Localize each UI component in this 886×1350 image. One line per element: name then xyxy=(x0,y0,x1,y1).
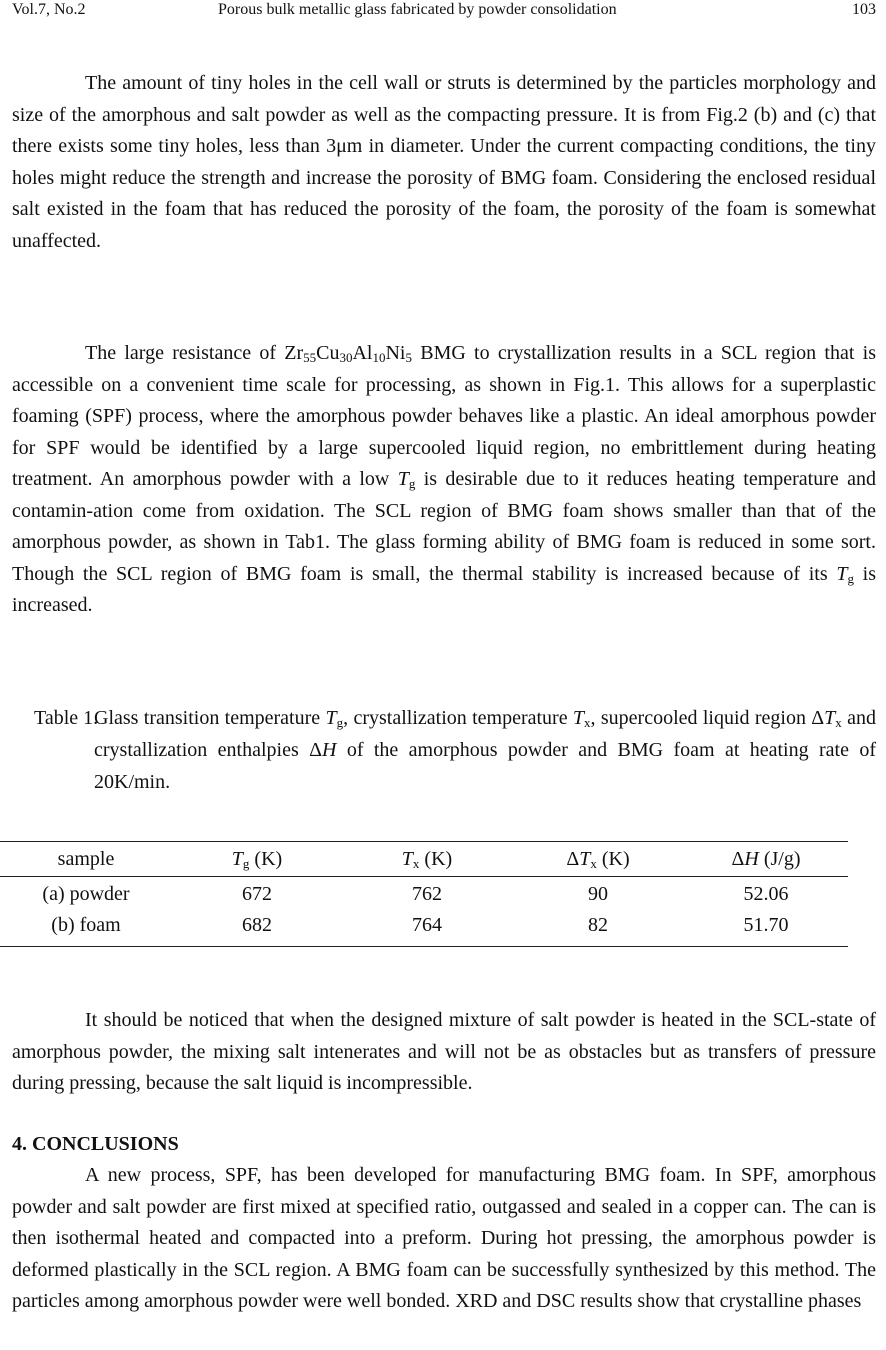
section-heading: 4. CONCLUSIONS xyxy=(12,1133,179,1155)
table-caption xyxy=(12,702,876,798)
paragraph-text: The amount of tiny holes in the cell wall or struts is determined by the particles morphology and size of the amorphous and salt powder as well as the compacting pressure. It is from Fig.2 (b) and (c) that there exists some tiny holes, less than 3μm in diameter. Under the current compacting conditions, the tiny holes might reduce the strength and increase the porosity of BMG foam. Considering the enclosed residual salt existed in the foam that has reduced the porosity of the foam, the porosity of the foam is somewhat unaffected. xyxy=(12,72,876,252)
col-tg: $T_g$ (K) xyxy=(231,847,283,871)
table-row: (a) powder 672 762 90 52.06 xyxy=(42,883,789,905)
paragraph-text: A new process, SPF, has been developed for manufacturing BMG foam. In SPF, amorphous powder and salt powder are first mixed at specified ratio, outgassed and sealed in a copper can. The can is then isothermal heated and compacted into a preform. During hot pressing, the amorphous powder is deformed plastically in the SCL region. A BMG foam can be successfully synthesized by this method. The particles among amorphous powder were well bonded. XRD and DSC results show that crystalline phases xyxy=(12,1164,876,1312)
paragraph-tiny-holes xyxy=(12,68,876,257)
paragraph-scl-region: The large resistance of $Zr_{55}Cu_{30}Al_{10}Ni_5$ BMG to crystallization results in a SCL region that is accessible on a convenient time scale for processing, as shown in Fig.1. This allows for a superplastic foaming (SPF) process, where the amorphous powder behaves like a plastic. An ideal amorphous powder for SPF would be identified by a large supercooled liquid region, no embrittlement during heating treatment. An amorphous powder with a low $T_g$ is desirable due to it reduces heating temperature and contamin-ation come from oxidation. The SCL region of BMG foam shows smaller than that of the amorphous powder, as shown in Tab1. The glass forming ability of BMG foam is reduced in some sort. Though the SCL region of BMG foam is small, the thermal stability is increased because of its $T_g$ is increased. xyxy=(12,342,876,616)
table-row: (b) foam 682 764 82 51.70 xyxy=(0,910,848,947)
table-label: Table 1. xyxy=(34,707,99,729)
running-title: Porous bulk metallic glass fabricated by powder consolidation xyxy=(218,1,617,18)
caption-text: Glass transition temperature $T_g$, crystallization temperature $T_x$, supercooled liquid region $\Delta T_x$ and crystallization enthalpies ΔH of the amorphous powder and BMG foam at heating rate of 20K/min. xyxy=(94,707,876,793)
results-table xyxy=(0,841,848,947)
table-header-row xyxy=(0,842,848,877)
col-sample: sample xyxy=(57,847,115,870)
paragraph-text: It should be noticed that when the designed mixture of salt powder is heated in the SCL-state of amorphous powder, the mixing salt intenerates and will not be as obstacles but as transfers of pressure during pressing, because the salt liquid is incompressible. xyxy=(12,1009,876,1094)
running-header xyxy=(12,0,876,24)
paragraph-salt-liquid xyxy=(12,1005,876,1100)
journal-volume: Vol.7, No.2 xyxy=(12,1,86,18)
col-tx: $T_x$ (K) xyxy=(401,847,453,871)
paragraph-conclusions xyxy=(12,1160,876,1318)
col-delta-h: ΔH (J/g) xyxy=(731,847,801,870)
col-delta-tx: $\Delta T_x$ (K) xyxy=(566,847,630,871)
page-number: 103 xyxy=(852,1,876,18)
